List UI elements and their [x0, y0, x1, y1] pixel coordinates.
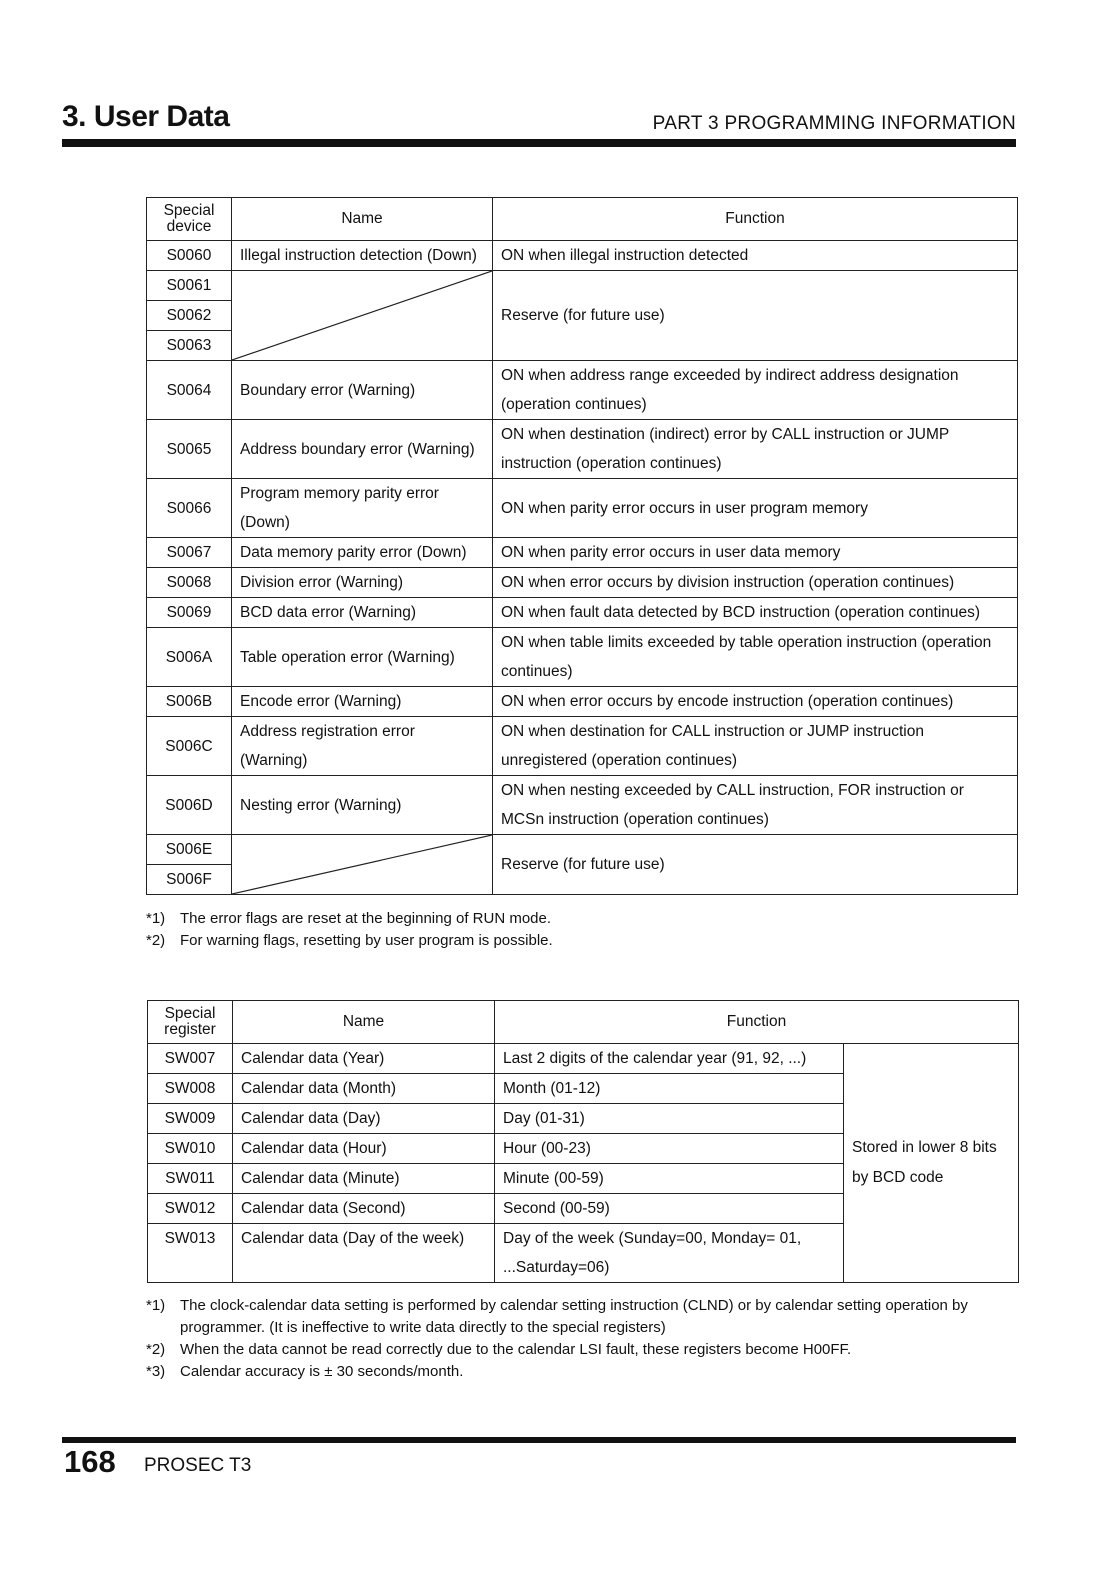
device-cell: S006C — [147, 717, 232, 776]
name-cell: Calendar data (Second) — [233, 1194, 495, 1224]
col-header-device: Special device — [147, 198, 232, 241]
function-cell: ON when address range exceeded by indirect address designation (operation continues) — [493, 361, 1018, 420]
function-cell: Month (01-12) — [495, 1074, 844, 1104]
footnote-text: For warning flags, resetting by user program is possible. — [180, 932, 553, 949]
footnote-mark: *1) — [146, 1297, 166, 1314]
table-row — [147, 538, 1018, 568]
name-cell: Program memory parity error (Down) — [232, 479, 493, 538]
device-cell: S006E — [147, 835, 232, 865]
register-cell: SW009 — [148, 1104, 233, 1134]
name-cell: Table operation error (Warning) — [232, 628, 493, 687]
device-cell: S0060 — [147, 241, 232, 271]
function-cell: Second (00-59) — [495, 1194, 844, 1224]
device-cell: S0065 — [147, 420, 232, 479]
name-cell: Division error (Warning) — [232, 568, 493, 598]
footnote — [146, 1339, 1006, 1361]
table-header-row — [148, 1001, 1019, 1044]
device-cell: S0068 — [147, 568, 232, 598]
function-cell: Last 2 digits of the calendar year (91, 92, ...) — [495, 1044, 844, 1074]
footnote-mark: *2) — [146, 1341, 166, 1358]
function-cell: ON when destination for CALL instruction or JUMP instruction unregistered (operation continues) — [493, 717, 1018, 776]
function-cell: Day (01-31) — [495, 1104, 844, 1134]
col-header-name: Name — [232, 198, 493, 241]
header-rule — [62, 139, 1016, 147]
table-row — [147, 687, 1018, 717]
function-cell: ON when fault data detected by BCD instruction (operation continues) — [493, 598, 1018, 628]
device-cell: S0066 — [147, 479, 232, 538]
function-cell: ON when error occurs by encode instruction (operation continues) — [493, 687, 1018, 717]
table-header-row — [147, 198, 1018, 241]
function-cell: ON when parity error occurs in user data memory — [493, 538, 1018, 568]
table-row — [147, 628, 1018, 687]
footnote — [146, 930, 553, 952]
reserved-diagonal-cell — [232, 271, 493, 361]
register-cell: SW012 — [148, 1194, 233, 1224]
footnote-mark: *1) — [146, 910, 166, 927]
table1-notes — [146, 908, 553, 952]
footnote-mark: *2) — [146, 932, 166, 949]
device-cell: S0069 — [147, 598, 232, 628]
device-cell: S006B — [147, 687, 232, 717]
function-cell: ON when parity error occurs in user program memory — [493, 479, 1018, 538]
diagonal-slash-icon — [232, 835, 492, 894]
register-cell: SW008 — [148, 1074, 233, 1104]
col-header-function: Function — [493, 198, 1018, 241]
name-cell: Boundary error (Warning) — [232, 361, 493, 420]
table-row — [148, 1044, 1019, 1074]
diagonal-slash-icon — [232, 271, 492, 360]
header-title: 3. User Data — [62, 100, 230, 133]
device-cell: S0067 — [147, 538, 232, 568]
register-cell: SW010 — [148, 1134, 233, 1164]
reserved-diagonal-cell — [232, 835, 493, 895]
device-cell: S0062 — [147, 301, 232, 331]
function-cell: Reserve (for future use) — [493, 835, 1018, 895]
footnote-text: Calendar accuracy is ± 30 seconds/month. — [180, 1363, 464, 1380]
table-row — [147, 420, 1018, 479]
device-cell: S006D — [147, 776, 232, 835]
device-cell: S006A — [147, 628, 232, 687]
footnote — [146, 908, 553, 930]
special-register-table — [147, 1000, 1019, 1283]
device-cell: S0064 — [147, 361, 232, 420]
table2-notes — [146, 1295, 1006, 1383]
footnote-mark: *3) — [146, 1363, 166, 1380]
footnote-text: The error flags are reset at the beginning of RUN mode. — [180, 910, 552, 927]
function-cell: Hour (00-23) — [495, 1134, 844, 1164]
storage-note-cell: Stored in lower 8 bits by BCD code — [844, 1044, 1019, 1283]
function-cell: ON when destination (indirect) error by CALL instruction or JUMP instruction (operation continues) — [493, 420, 1018, 479]
header-part-label: PART 3 PROGRAMMING INFORMATION — [652, 113, 1016, 134]
function-cell: Day of the week (Sunday=00, Monday= 01, ...Saturday=06) — [495, 1224, 844, 1283]
col-header-function: Function — [495, 1001, 1019, 1044]
footnote-text: The clock-calendar data setting is performed by calendar setting instruction (CLND) or by calendar setting operation by programmer. (It is ineffective to write data directly to the special registers) — [180, 1297, 968, 1336]
name-cell: Calendar data (Day of the week) — [233, 1224, 495, 1283]
name-cell: Encode error (Warning) — [232, 687, 493, 717]
table-row — [147, 598, 1018, 628]
name-cell: Address boundary error (Warning) — [232, 420, 493, 479]
name-cell: Calendar data (Minute) — [233, 1164, 495, 1194]
col-header-name: Name — [233, 1001, 495, 1044]
device-cell: S0061 — [147, 271, 232, 301]
table-row — [147, 241, 1018, 271]
name-cell: Data memory parity error (Down) — [232, 538, 493, 568]
function-cell: ON when table limits exceeded by table operation instruction (operation continues) — [493, 628, 1018, 687]
name-cell: BCD data error (Warning) — [232, 598, 493, 628]
name-cell: Calendar data (Year) — [233, 1044, 495, 1074]
footnote — [146, 1361, 1006, 1383]
table-row — [147, 835, 1018, 865]
name-cell: Calendar data (Month) — [233, 1074, 495, 1104]
table-row — [147, 361, 1018, 420]
table-row — [147, 568, 1018, 598]
footnote-text: When the data cannot be read correctly due to the calendar LSI fault, these registers become H00FF. — [180, 1341, 852, 1358]
register-cell: SW011 — [148, 1164, 233, 1194]
col-header-register: Special register — [148, 1001, 233, 1044]
name-cell: Nesting error (Warning) — [232, 776, 493, 835]
function-cell: Minute (00-59) — [495, 1164, 844, 1194]
special-device-table — [146, 197, 1018, 895]
table-row — [147, 776, 1018, 835]
table-row — [147, 479, 1018, 538]
device-cell: S0063 — [147, 331, 232, 361]
table-row — [147, 271, 1018, 301]
function-cell: ON when error occurs by division instruction (operation continues) — [493, 568, 1018, 598]
name-cell: Calendar data (Day) — [233, 1104, 495, 1134]
page-number: 168 — [64, 1444, 116, 1479]
device-cell: S006F — [147, 865, 232, 895]
footer-rule — [62, 1437, 1016, 1443]
register-cell: SW013 — [148, 1224, 233, 1283]
document-name: PROSEC T3 — [144, 1455, 252, 1476]
footnote — [146, 1295, 1006, 1339]
name-cell: Address registration error (Warning) — [232, 717, 493, 776]
function-cell: ON when illegal instruction detected — [493, 241, 1018, 271]
function-cell: ON when nesting exceeded by CALL instruction, FOR instruction or MCSn instruction (operation continues) — [493, 776, 1018, 835]
name-cell: Calendar data (Hour) — [233, 1134, 495, 1164]
name-cell: Illegal instruction detection (Down) — [232, 241, 493, 271]
function-cell: Reserve (for future use) — [493, 271, 1018, 361]
table-row — [147, 717, 1018, 776]
register-cell: SW007 — [148, 1044, 233, 1074]
